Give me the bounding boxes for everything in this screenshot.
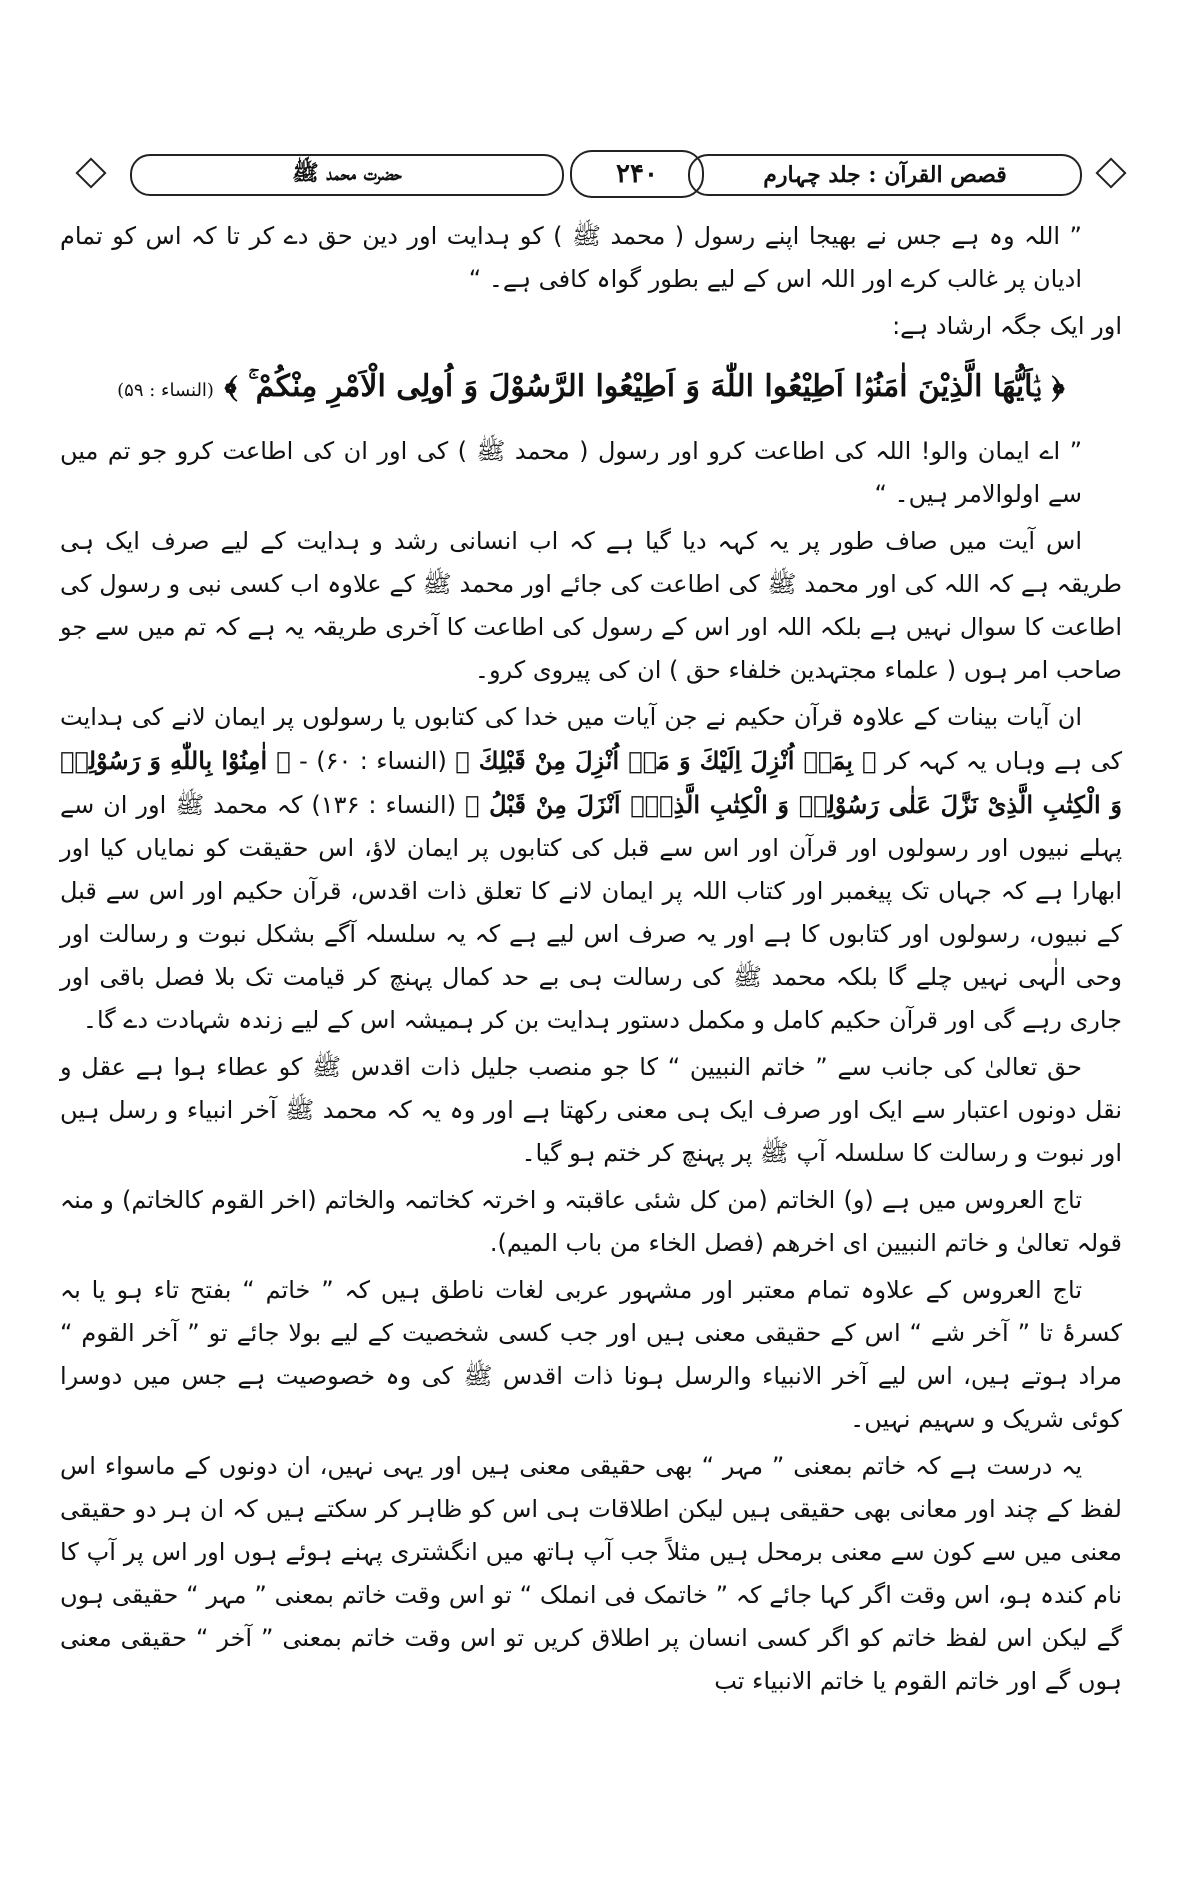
ornament-right-icon	[1095, 157, 1126, 188]
intro-line: اور ایک جگہ ارشاد ہے:	[892, 312, 1122, 340]
chapter-title: حضرت محمد ﷺ	[130, 154, 564, 196]
page-number: ۲۴۰	[570, 150, 704, 198]
page-header	[50, 150, 1152, 196]
verse-reference: (النساء : ۶۰) -	[299, 747, 447, 775]
body-paragraph: یہ درست ہے کہ خاتم بمعنی ” مہر “ بھی حقیقی معنی ہیں اور یہی نہیں، ان دونوں کے ماسواء اس لفظ کے چند اور معانی بھی حقیقی ہیں لیکن اطلاقات ہی اس کو ظاہر کر سکتے ہیں کہ ان ہر دو حقیقی معنی میں سے کون سے معنی برمحل ہیں مثلاً جب آپ ہاتھ میں انگشتری پہنے ہوئے ہوں اور اس پر آپ کا نام کندہ ہو، اس وقت اگر کہا جائے کہ ” خاتمک فی انملک “ تو اس وقت خاتم بمعنی ” مہر “ حقیقی ہوں گے لیکن اس لفظ خاتم کو اگر کسی انسان پر اطلاق کریں تو اس وقت خاتم بمعنی ” آخر “ حقیقی معنی ہوں گے اور خاتم القوم یا خاتم الانبیاء تب	[60, 1452, 1122, 1695]
body-paragraph: اس آیت میں صاف طور پر یہ کہہ دیا گیا ہے کہ اب انسانی رشد و ہدایت کے لیے صرف ایک ہی طریقہ ہے کہ اللہ کی اور محمد ﷺ کی اطاعت کی جائے اور محمد ﷺ کے علاوہ اب کسی نبی و رسول کی اطاعت کا سوال نہیں ہے بلکہ اللہ اور اس کے رسول کی اطاعت کا آخری طریقہ یہ ہے کہ تم میں سے جو صاحب امر ہوں ( علماء مجتہدین خلفاء حق ) ان کی پیروی کرو۔	[60, 527, 1122, 684]
paragraph-text: کہ محمد ﷺ اور ان سے پہلے نبیوں اور رسولوں اور قرآن اور اس سے قبل کی کتابوں پر ایمان لاؤ، اس حقیقت کو نمایاں کیا اور ابھارا ہے کہ جہاں تک پیغمبر اور کتاب اللہ پر ایمان لانے کا تعلق ذات اقدس، قرآن حکیم اور اس سے قبل کے نبیوں، رسولوں اور کتابوں کا ہے اور یہ صرف اس لیے ہے کہ یہ سلسلہ آگے بشکل نبوت و رسالت اور وحی الٰہی نہیں چلے گا بلکہ محمد ﷺ کی رسالت ہی بے حد کمال پہنچ کر قیامت تک بلا فصل باقی اور جاری رہے گی اور قرآن حکیم کامل و مکمل دستور ہدایت بن کر ہمیشہ اس کے لیے زندہ شہادت دے گا۔	[60, 791, 1122, 1034]
body-paragraph: تاج العروس میں ہے (و) الخاتم (من کل شئی عاقبتہ و اخرتہ کخاتمہ والخاتم (اخر القوم کالخاتم) و منہ قولہ تعالیٰ و خاتم النبیین ای اخرھم (فصل الخاء من باب المیم).	[60, 1186, 1122, 1257]
quote-paragraph: ” اللہ وہ ہے جس نے بھیجا اپنے رسول ( محمد ﷺ ) کو ہدایت اور دین حق دے کر تا کہ اس کو تمام ادیان پر غالب کرے اور اللہ اس کے لیے بطور گواہ کافی ہے۔ “	[60, 222, 1082, 293]
book-title: قصص القرآن : جلد چہارم	[688, 154, 1082, 196]
body-paragraph: حق تعالیٰ کی جانب سے ” خاتم النبیین “ کا جو منصب جلیل ذات اقدس ﷺ کو عطاء ہوا ہے عقل و نقل دونوں اعتبار سے ایک اور صرف ایک ہی معنی رکھتا ہے اور وہ یہ کہ محمد ﷺ آخر انبیاء و رسل ہیں اور نبوت و رسالت کا سلسلہ آپ ﷺ پر پہنچ کر ختم ہو گیا۔	[60, 1053, 1122, 1167]
page-content	[60, 215, 1122, 1707]
verse-text: ﴿ یٰۤاَیُّهَا الَّذِیْنَ اٰمَنُوْۤا اَطِیْعُوا اللّٰهَ وَ اَطِیْعُوا الرَّسُوْلَ وَ اُولِی الْاَمْرِ مِنْكُمْ ۚ ﴾	[224, 369, 1065, 404]
inline-verse: ﴿ بِمَاۤ اُنْزِلَ اِلَیْكَ وَ مَاۤ اُنْزِلَ مِنْ قَبْلِكَ ﴾	[455, 746, 877, 775]
body-paragraph: تاج العروس کے علاوہ تمام معتبر اور مشہور عربی لغات ناطق ہیں کہ ” خاتم “ بفتح تاء ہو یا بہ کسرۂ تا ” آخر شے “ اس کے حقیقی معنی ہیں اور جب کسی شخصیت کے لیے بولا جائے تو ” آخر القوم “ مراد ہوتے ہیں، اس لیے آخر الانبیاء والرسل ہونا ذات اقدس ﷺ کی وہ خصوصیت ہے جس میں دوسرا کوئی شریک و سہیم نہیں۔	[60, 1276, 1122, 1433]
quote-paragraph: ” اے ایمان والو! اللہ کی اطاعت کرو اور رسول ( محمد ﷺ ) کی اور ان کی اطاعت کرو جو تم میں سے اولوالامر ہیں۔ “	[60, 437, 1082, 508]
verse-reference: (النساء : ۱۳۶)	[311, 791, 457, 819]
verse-reference: (النساء : ۵۹)	[117, 380, 214, 401]
paragraph-text: ان آیات بینات کے علاوہ قرآن حکیم نے جن آیات میں خدا کی کتابوں یا رسولوں پر ایمان لانے کی ہدایت کی ہے وہاں یہ کہہ کر	[60, 703, 1122, 775]
quran-verse	[60, 362, 1122, 416]
inline-verse: ﴿ اٰمِنُوْا بِاللّٰهِ وَ رَسُوْلِهٖ وَ الْكِتٰبِ الَّذِیْ نَزَّلَ عَلٰى رَسُوْلِهٖ وَ الْكِتٰبِ الَّذِیْۤ اَنْزَلَ مِنْ قَبْلُ ﴾	[60, 746, 1122, 819]
ornament-left-icon	[75, 157, 106, 188]
body-paragraph	[60, 696, 1122, 1042]
